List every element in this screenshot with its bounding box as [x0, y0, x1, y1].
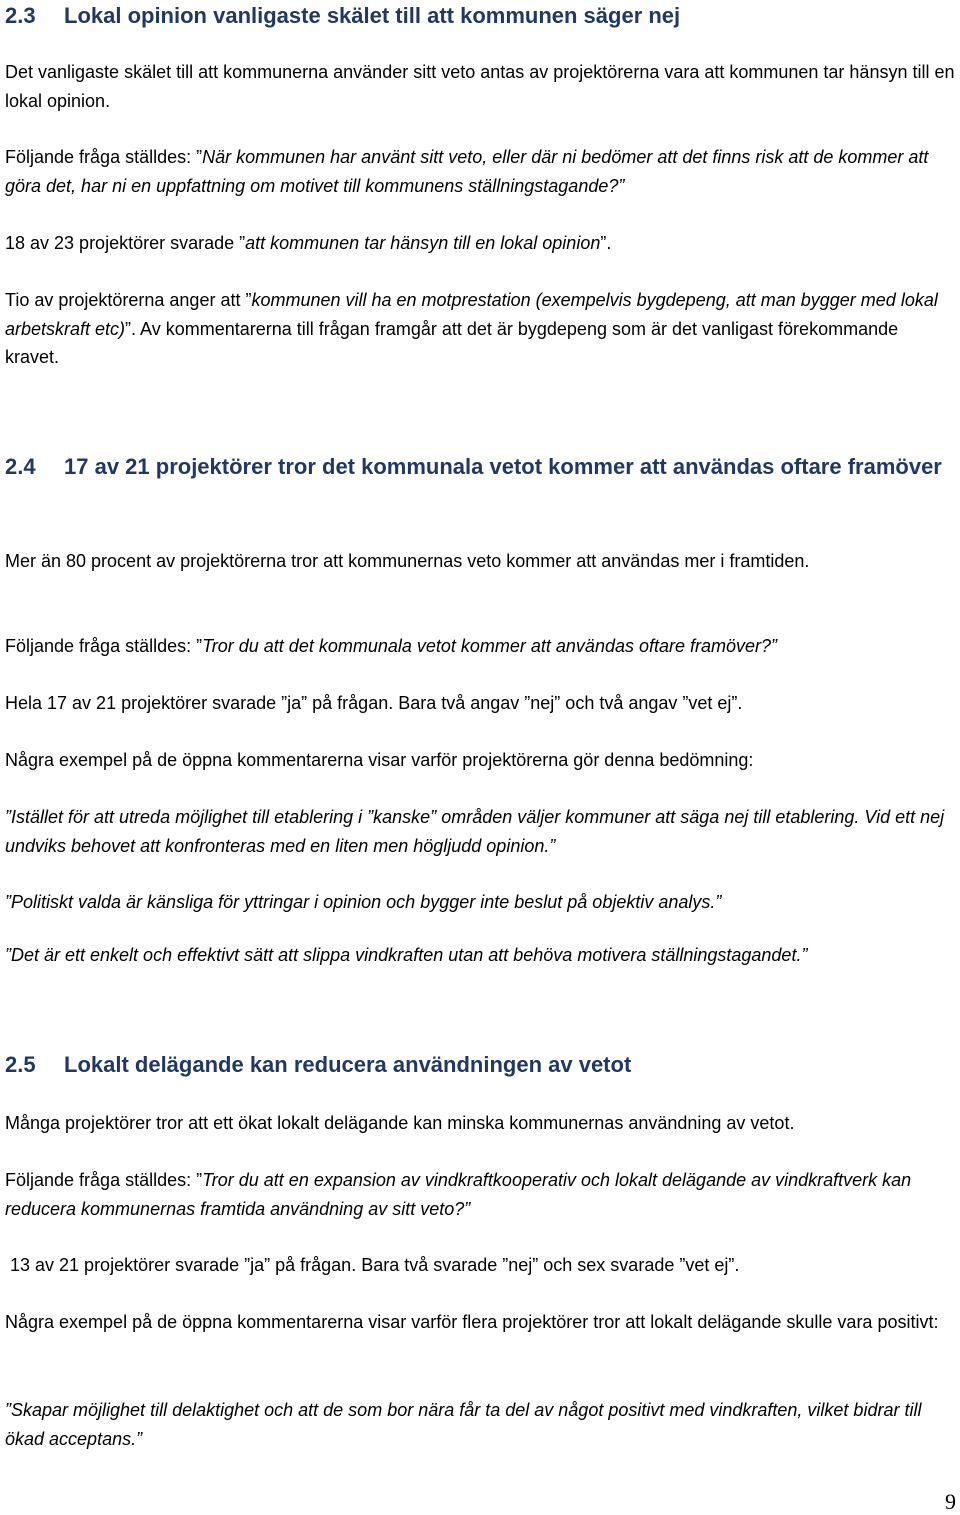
question-paragraph: Följande fråga ställdes: ”Tror du att det kommunala vetot kommer att användas oftare framöver?”	[5, 636, 778, 656]
paragraph: Tio av projektörerna anger att ”kommunen vill ha en motprestation (exempelvis bygdepeng, att man bygger med lokal arbetskraft etc)”. Av kommentarerna till frågan framgår att det är bygdepeng som är det vanligast förekommande kravet.	[5, 290, 938, 367]
paragraph: Några exempel på de öppna kommentarerna visar varför flera projektörer tror att lokalt delägande skulle vara positivt:	[5, 1312, 939, 1332]
answer-paragraph: 13 av 21 projektörer svarade ”ja” på frågan. Bara två svarade ”nej” och sex svarade ”vet ej”.	[10, 1255, 740, 1275]
section-number: 2.5	[5, 1052, 36, 1077]
paragraph: Mer än 80 procent av projektörerna tror att kommunernas veto kommer att användas mer i framtiden.	[5, 551, 810, 571]
comment-quote: ”Politiskt valda är känsliga för yttringar i opinion och bygger inte beslut på objektiv analys.”	[5, 892, 722, 912]
question-paragraph: Följande fråga ställdes: ”Tror du att en expansion av vindkraftkooperativ och lokalt delägande av vindkraftverk kan reducera kommunernas framtida användning av sitt veto?”	[5, 1170, 912, 1219]
question-text: Tror du att det kommunala vetot kommer att användas oftare framöver?”	[202, 636, 778, 656]
section-number: 2.3	[5, 3, 36, 28]
comment-quote: ”Istället för att utreda möjlighet till etablering i ”kanske” områden väljer kommuner att säga nej till etablering. Vid ett nej undviks behovet att konfronteras med en liten men högljudd opinion.”	[5, 807, 945, 856]
answer-paragraph: Hela 17 av 21 projektörer svarade ”ja” på frågan. Bara två angav ”nej” och två angav ”vet ej”.	[5, 693, 743, 713]
answer-paragraph: 18 av 23 projektörer svarade ”att kommunen tar hänsyn till en lokal opinion”.	[5, 233, 612, 253]
paragraph: Några exempel på de öppna kommentarerna visar varför projektörerna gör denna bedömning:	[5, 750, 754, 770]
comment-quote: ”Det är ett enkelt och effektivt sätt att slippa vindkraften utan att behöva motivera ställningstagandet.”	[5, 945, 808, 965]
section-title: Lokalt delägande kan reducera användningen av vetot	[64, 1052, 632, 1077]
answer-quote: kommunen vill ha en motprestation (exempelvis bygdepeng, att man bygger med lokal arbetskraft etc)	[5, 290, 938, 339]
question-paragraph: Följande fråga ställdes: ”När kommunen har använt sitt veto, eller där ni bedömer att det finns risk att de kommer att göra det, har ni en uppfattning om motivet till kommunens ställningstagande?”	[5, 147, 929, 196]
answer-quote: att kommunen tar hänsyn till en lokal opinion	[245, 233, 601, 253]
comment-quote: ”Skapar möjlighet till delaktighet och att de som bor nära får ta del av något positivt med vindkraften, vilket bidrar till ökad acceptans.”	[5, 1400, 922, 1449]
page-number: 9	[945, 1489, 956, 1514]
section-number: 2.4	[5, 454, 36, 479]
question-text: Tror du att en expansion av vindkraftkooperativ och lokalt delägande av vindkraftverk kan reducera kommunernas framtida användning av sitt veto?”	[5, 1170, 912, 1219]
section-title: 17 av 21 projektörer tror det kommunala vetot kommer att användas oftare framöver	[64, 454, 942, 479]
section-title: Lokal opinion vanligaste skälet till att kommunen säger nej	[64, 3, 681, 28]
question-text: När kommunen har använt sitt veto, eller där ni bedömer att det finns risk att de kommer att göra det, har ni en uppfattning om motivet till kommunens ställningstagande?”	[5, 147, 929, 196]
paragraph: Det vanligaste skälet till att kommunerna använder sitt veto antas av projektörerna vara att kommunen tar hänsyn till en lokal opinion.	[5, 62, 955, 111]
paragraph: Många projektörer tror att ett ökat lokalt delägande kan minska kommunernas användning av vetot.	[5, 1113, 795, 1133]
